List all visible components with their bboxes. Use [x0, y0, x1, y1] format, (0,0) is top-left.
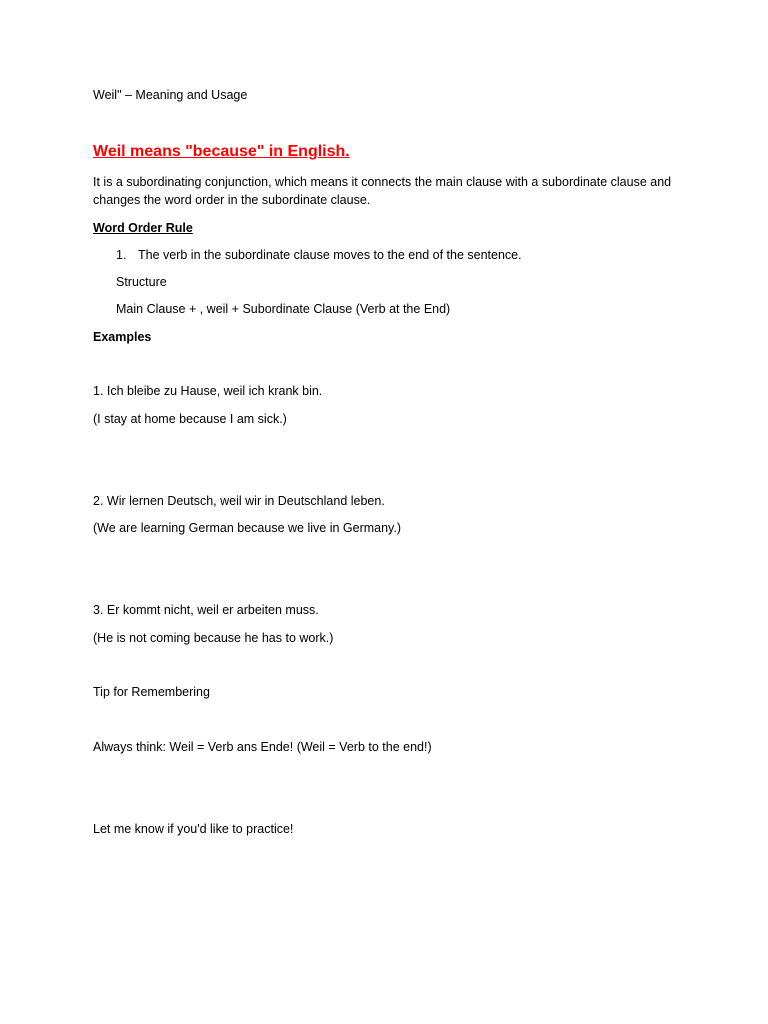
example-german: 3. Er kommt nicht, weil er arbeiten muss.: [93, 603, 319, 617]
rule-list-number: 1.: [116, 248, 127, 262]
example-english: (We are learning German because we live in Germany.): [93, 521, 402, 535]
example-english: (He is not coming because he has to work.): [93, 631, 334, 645]
main-heading: Weil means "because" in English.: [93, 143, 350, 160]
structure-text: Main Clause + , weil + Subordinate Clause (Verb at the End): [116, 302, 451, 316]
rule-list-item: [116, 246, 522, 264]
closing-line: Let me know if you'd like to practice!: [93, 822, 294, 836]
example-german: 1. Ich bleibe zu Hause, weil ich krank bin.: [93, 384, 323, 398]
example-german: 2. Wir lernen Deutsch, weil wir in Deutschland leben.: [93, 494, 385, 508]
example-english: (I stay at home because I am sick.): [93, 412, 287, 426]
tip-heading: Tip for Remembering: [93, 685, 210, 699]
word-order-rule-heading: Word Order Rule: [93, 221, 193, 235]
structure-label: Structure: [116, 275, 167, 289]
document-title: Weil" – Meaning and Usage: [93, 88, 248, 102]
examples-heading: Examples: [93, 330, 152, 344]
tip-text: Always think: Weil = Verb ans Ende! (Weil = Verb to the end!): [93, 740, 432, 754]
intro-paragraph: It is a subordinating conjunction, which means it connects the main clause with a subordinate clause and changes the word order in the subordinate clause.: [93, 175, 672, 207]
rule-list-text: The verb in the subordinate clause moves to the end of the sentence.: [138, 248, 522, 262]
